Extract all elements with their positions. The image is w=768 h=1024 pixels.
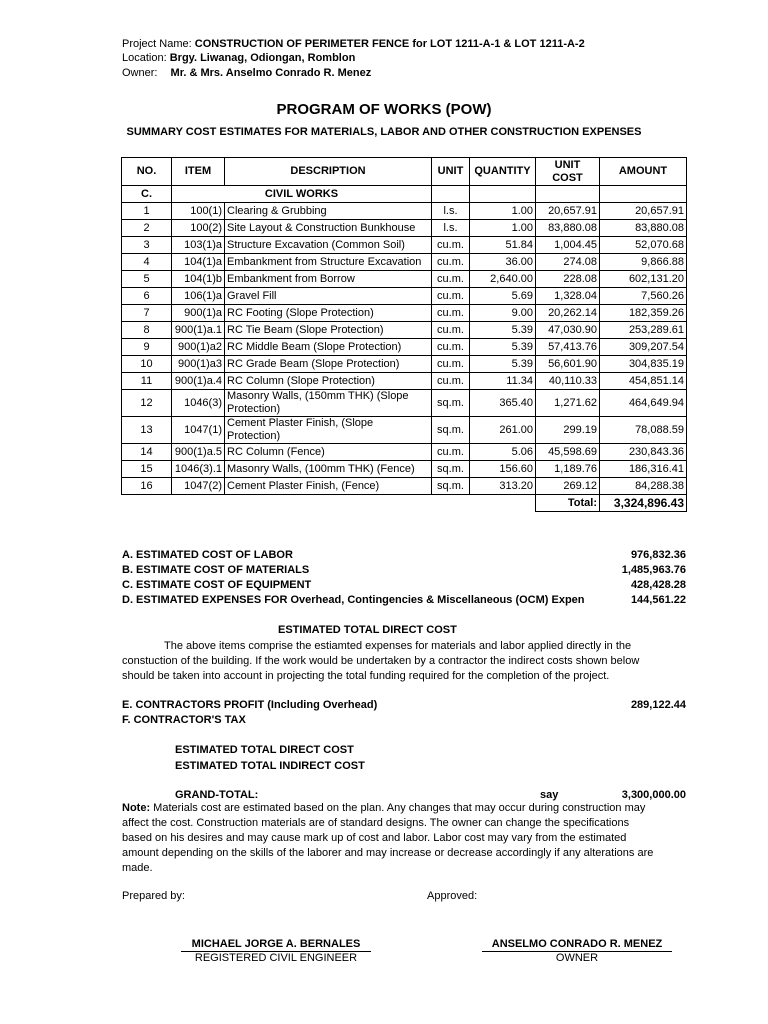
row-unit-cost: 20,657.91 bbox=[536, 203, 600, 220]
row-no: 8 bbox=[122, 322, 172, 339]
row-description: Masonry Walls, (150mm THK) (Slope Protection) bbox=[225, 390, 432, 417]
labor-cost-value: 976,832.36 bbox=[630, 549, 686, 561]
row-quantity: 5.39 bbox=[470, 339, 536, 356]
row-amount: 230,843.36 bbox=[600, 444, 687, 461]
row-unit-cost: 20,262.14 bbox=[536, 305, 600, 322]
approver-name: ANSELMO CONRADO R. MENEZ bbox=[482, 938, 672, 952]
preparer-name: MICHAEL JORGE A. BERNALES bbox=[181, 938, 371, 952]
row-no: 6 bbox=[122, 288, 172, 305]
row-quantity: 5.06 bbox=[470, 444, 536, 461]
row-amount: 304,835.19 bbox=[600, 356, 687, 373]
row-unit: cu.m. bbox=[432, 322, 470, 339]
table-row bbox=[122, 356, 687, 373]
approver-role: OWNER bbox=[555, 952, 599, 964]
row-amount: 464,649.94 bbox=[600, 390, 687, 417]
row-description: Site Layout & Construction Bunkhouse bbox=[225, 220, 432, 237]
row-amount: 602,131.20 bbox=[600, 271, 687, 288]
row-unit-cost: 228.08 bbox=[536, 271, 600, 288]
header-unit-cost: UNIT COST bbox=[536, 158, 600, 186]
row-amount: 83,880.08 bbox=[600, 220, 687, 237]
header-quantity: QUANTITY bbox=[470, 158, 536, 186]
empty-cell bbox=[600, 186, 687, 203]
equipment-cost-label: C. ESTIMATE COST OF EQUIPMENT bbox=[122, 579, 312, 591]
row-unit: cu.m. bbox=[432, 271, 470, 288]
row-no: 5 bbox=[122, 271, 172, 288]
grand-total-say: say bbox=[540, 789, 559, 801]
table-row bbox=[122, 254, 687, 271]
empty-cell bbox=[172, 495, 225, 512]
row-unit: sq.m. bbox=[432, 478, 470, 495]
row-quantity: 51.84 bbox=[470, 237, 536, 254]
project-name-label: Project Name: bbox=[122, 38, 192, 50]
row-no: 3 bbox=[122, 237, 172, 254]
note-line-3: based on his desires and may cause mark up of cost and labor. Labor cost may vary from the estimated bbox=[122, 832, 627, 844]
cost-estimate-table bbox=[121, 157, 687, 512]
grand-total-label: GRAND-TOTAL: bbox=[175, 789, 259, 801]
location-line bbox=[122, 52, 355, 64]
row-unit-cost: 269.12 bbox=[536, 478, 600, 495]
table-row bbox=[122, 478, 687, 495]
total-direct-cost-label: ESTIMATED TOTAL DIRECT COST bbox=[175, 744, 354, 756]
row-item: 104(1)a bbox=[172, 254, 225, 271]
empty-cell bbox=[470, 186, 536, 203]
row-unit: l.s. bbox=[432, 220, 470, 237]
row-unit-cost: 83,880.08 bbox=[536, 220, 600, 237]
row-quantity: 261.00 bbox=[470, 417, 536, 444]
prepared-by-label: Prepared by: bbox=[122, 890, 185, 902]
row-description: Embankment from Borrow bbox=[225, 271, 432, 288]
row-unit: sq.m. bbox=[432, 390, 470, 417]
header-item: ITEM bbox=[172, 158, 225, 186]
total-value: 3,324,896.43 bbox=[600, 495, 687, 512]
section-no: C. bbox=[122, 186, 172, 203]
equipment-cost-value: 428,428.28 bbox=[630, 579, 686, 591]
row-quantity: 5.69 bbox=[470, 288, 536, 305]
section-title: CIVIL WORKS bbox=[172, 186, 432, 203]
row-no: 2 bbox=[122, 220, 172, 237]
row-amount: 9,866.88 bbox=[600, 254, 687, 271]
total-label: Total: bbox=[536, 495, 600, 512]
note-line-5: made. bbox=[122, 862, 153, 874]
row-quantity: 11.34 bbox=[470, 373, 536, 390]
approved-label: Approved: bbox=[427, 890, 478, 902]
empty-cell bbox=[470, 495, 536, 512]
row-unit: cu.m. bbox=[432, 373, 470, 390]
row-unit: cu.m. bbox=[432, 237, 470, 254]
row-unit-cost: 56,601.90 bbox=[536, 356, 600, 373]
table-row bbox=[122, 203, 687, 220]
row-description: RC Grade Beam (Slope Protection) bbox=[225, 356, 432, 373]
table-header-row bbox=[122, 158, 687, 186]
row-item: 1047(1) bbox=[172, 417, 225, 444]
row-description: Structure Excavation (Common Soil) bbox=[225, 237, 432, 254]
row-description: Clearing & Grubbing bbox=[225, 203, 432, 220]
row-unit-cost: 1,189.76 bbox=[536, 461, 600, 478]
project-name-value: CONSTRUCTION OF PERIMETER FENCE for LOT 1211-A-1 & LOT 1211-A-2 bbox=[194, 38, 585, 50]
row-unit: cu.m. bbox=[432, 339, 470, 356]
location-value: Brgy. Liwanag, Odiongan, Romblon bbox=[169, 52, 356, 64]
note-line-1 bbox=[122, 802, 645, 814]
grand-total-value: 3,300,000.00 bbox=[621, 789, 686, 801]
row-no: 4 bbox=[122, 254, 172, 271]
table-row bbox=[122, 288, 687, 305]
preparer-role: REGISTERED CIVIL ENGINEER bbox=[194, 952, 358, 964]
table-row bbox=[122, 444, 687, 461]
row-amount: 52,070.68 bbox=[600, 237, 687, 254]
row-item: 100(1) bbox=[172, 203, 225, 220]
table-row bbox=[122, 461, 687, 478]
row-no: 7 bbox=[122, 305, 172, 322]
row-item: 900(1)a bbox=[172, 305, 225, 322]
table-row bbox=[122, 271, 687, 288]
row-item: 1047(2) bbox=[172, 478, 225, 495]
direct-cost-line-2: constuction of the building. If the work would be undertaken by a contractor the indirect costs shown below bbox=[122, 655, 640, 667]
row-amount: 78,088.59 bbox=[600, 417, 687, 444]
row-quantity: 2,640.00 bbox=[470, 271, 536, 288]
row-no: 1 bbox=[122, 203, 172, 220]
row-item: 900(1)a.5 bbox=[172, 444, 225, 461]
row-no: 16 bbox=[122, 478, 172, 495]
row-item: 104(1)b bbox=[172, 271, 225, 288]
row-amount: 309,207.54 bbox=[600, 339, 687, 356]
row-no: 15 bbox=[122, 461, 172, 478]
row-no: 11 bbox=[122, 373, 172, 390]
table-row bbox=[122, 237, 687, 254]
row-amount: 454,851.14 bbox=[600, 373, 687, 390]
row-item: 100(2) bbox=[172, 220, 225, 237]
table-row bbox=[122, 339, 687, 356]
ocm-expenses-label: D. ESTIMATED EXPENSES FOR Overhead, Contingencies & Miscellaneous (OCM) Expen bbox=[122, 594, 585, 606]
table-row bbox=[122, 305, 687, 322]
table-row bbox=[122, 417, 687, 444]
row-item: 103(1)a bbox=[172, 237, 225, 254]
note-line-4: amount depending on the skills of the laborer and may increase or decrease accordingly if any alterations are bbox=[122, 847, 654, 859]
row-description: Cement Plaster Finish, (Fence) bbox=[225, 478, 432, 495]
row-quantity: 156.60 bbox=[470, 461, 536, 478]
table-row bbox=[122, 322, 687, 339]
row-quantity: 1.00 bbox=[470, 220, 536, 237]
row-amount: 182,359.26 bbox=[600, 305, 687, 322]
row-unit: cu.m. bbox=[432, 444, 470, 461]
row-item: 1046(3).1 bbox=[172, 461, 225, 478]
section-row bbox=[122, 186, 687, 203]
row-unit-cost: 274.08 bbox=[536, 254, 600, 271]
location-label: Location: bbox=[122, 52, 167, 64]
row-unit: sq.m. bbox=[432, 461, 470, 478]
empty-cell bbox=[432, 186, 470, 203]
table-row bbox=[122, 220, 687, 237]
contractor-tax-label: F. CONTRACTOR'S TAX bbox=[122, 714, 246, 726]
header-description: DESCRIPTION bbox=[225, 158, 432, 186]
row-unit-cost: 57,413.76 bbox=[536, 339, 600, 356]
table-row bbox=[122, 373, 687, 390]
row-unit-cost: 1,004.45 bbox=[536, 237, 600, 254]
row-unit: cu.m. bbox=[432, 254, 470, 271]
row-item: 900(1)a3 bbox=[172, 356, 225, 373]
empty-cell bbox=[225, 495, 432, 512]
row-no: 13 bbox=[122, 417, 172, 444]
owner-value: Mr. & Mrs. Anselmo Conrado R. Menez bbox=[170, 67, 372, 79]
row-unit: l.s. bbox=[432, 203, 470, 220]
row-no: 9 bbox=[122, 339, 172, 356]
row-unit-cost: 40,110.33 bbox=[536, 373, 600, 390]
row-quantity: 36.00 bbox=[470, 254, 536, 271]
row-description: RC Tie Beam (Slope Protection) bbox=[225, 322, 432, 339]
row-description: RC Column (Slope Protection) bbox=[225, 373, 432, 390]
row-description: Gravel Fill bbox=[225, 288, 432, 305]
contractor-profit-value: 289,122.44 bbox=[630, 699, 686, 711]
document-subtitle: SUMMARY COST ESTIMATES FOR MATERIALS, LABOR AND OTHER CONSTRUCTION EXPENSES bbox=[126, 126, 642, 138]
ocm-expenses-value: 144,561.22 bbox=[630, 594, 686, 606]
materials-cost-label: B. ESTIMATE COST OF MATERIALS bbox=[122, 564, 310, 576]
empty-cell bbox=[432, 495, 470, 512]
row-unit-cost: 47,030.90 bbox=[536, 322, 600, 339]
project-name-line bbox=[122, 38, 585, 50]
empty-cell bbox=[122, 495, 172, 512]
row-unit: sq.m. bbox=[432, 417, 470, 444]
row-amount: 84,288.38 bbox=[600, 478, 687, 495]
row-no: 12 bbox=[122, 390, 172, 417]
row-description: Masonry Walls, (100mm THK) (Fence) bbox=[225, 461, 432, 478]
header-no: NO. bbox=[122, 158, 172, 186]
row-quantity: 5.39 bbox=[470, 322, 536, 339]
row-description: RC Footing (Slope Protection) bbox=[225, 305, 432, 322]
owner-line bbox=[122, 67, 371, 79]
row-no: 14 bbox=[122, 444, 172, 461]
row-item: 900(1)a.4 bbox=[172, 373, 225, 390]
total-row bbox=[122, 495, 687, 512]
row-unit-cost: 299.19 bbox=[536, 417, 600, 444]
row-quantity: 5.39 bbox=[470, 356, 536, 373]
row-quantity: 365.40 bbox=[470, 390, 536, 417]
row-unit: cu.m. bbox=[432, 356, 470, 373]
row-unit: cu.m. bbox=[432, 288, 470, 305]
row-amount: 20,657.91 bbox=[600, 203, 687, 220]
note-text-1: Materials cost are estimated based on the plan. Any changes that may occur during construction may bbox=[150, 802, 646, 814]
row-unit: cu.m. bbox=[432, 305, 470, 322]
row-unit-cost: 45,598.69 bbox=[536, 444, 600, 461]
materials-cost-value: 1,485,963.76 bbox=[621, 564, 686, 576]
row-description: Embankment from Structure Excavation bbox=[225, 254, 432, 271]
empty-cell bbox=[536, 186, 600, 203]
labor-cost-label: A. ESTIMATED COST OF LABOR bbox=[122, 549, 293, 561]
direct-cost-line-1: The above items comprise the estiamted expenses for materials and labor applied directly in the bbox=[164, 640, 632, 652]
direct-cost-line-3: should be taken into account in projecting the total funding required for the completion of the project. bbox=[122, 670, 610, 682]
row-item: 900(1)a2 bbox=[172, 339, 225, 356]
row-quantity: 313.20 bbox=[470, 478, 536, 495]
table-row bbox=[122, 390, 687, 417]
row-amount: 186,316.41 bbox=[600, 461, 687, 478]
row-quantity: 9.00 bbox=[470, 305, 536, 322]
header-unit: UNIT bbox=[432, 158, 470, 186]
owner-label: Owner: bbox=[122, 67, 158, 79]
header-amount: AMOUNT bbox=[600, 158, 687, 186]
note-label: Note: bbox=[122, 802, 151, 814]
row-quantity: 1.00 bbox=[470, 203, 536, 220]
row-unit-cost: 1,271.62 bbox=[536, 390, 600, 417]
row-description: RC Middle Beam (Slope Protection) bbox=[225, 339, 432, 356]
document-title: PROGRAM OF WORKS (POW) bbox=[276, 101, 492, 118]
row-no: 10 bbox=[122, 356, 172, 373]
row-description: Cement Plaster Finish, (Slope Protection) bbox=[225, 417, 432, 444]
row-item: 900(1)a.1 bbox=[172, 322, 225, 339]
row-item: 1046(3) bbox=[172, 390, 225, 417]
row-amount: 253,289.61 bbox=[600, 322, 687, 339]
row-amount: 7,560.26 bbox=[600, 288, 687, 305]
note-line-2: affect the cost. Construction materials are of standard designs. The owner can change the specifications bbox=[122, 817, 630, 829]
total-indirect-cost-label: ESTIMATED TOTAL INDIRECT COST bbox=[175, 760, 365, 772]
direct-cost-heading: ESTIMATED TOTAL DIRECT COST bbox=[278, 624, 457, 636]
row-description: RC Column (Fence) bbox=[225, 444, 432, 461]
row-unit-cost: 1,328.04 bbox=[536, 288, 600, 305]
row-item: 106(1)a bbox=[172, 288, 225, 305]
contractor-profit-label: E. CONTRACTORS PROFIT (Including Overhead) bbox=[122, 699, 378, 711]
